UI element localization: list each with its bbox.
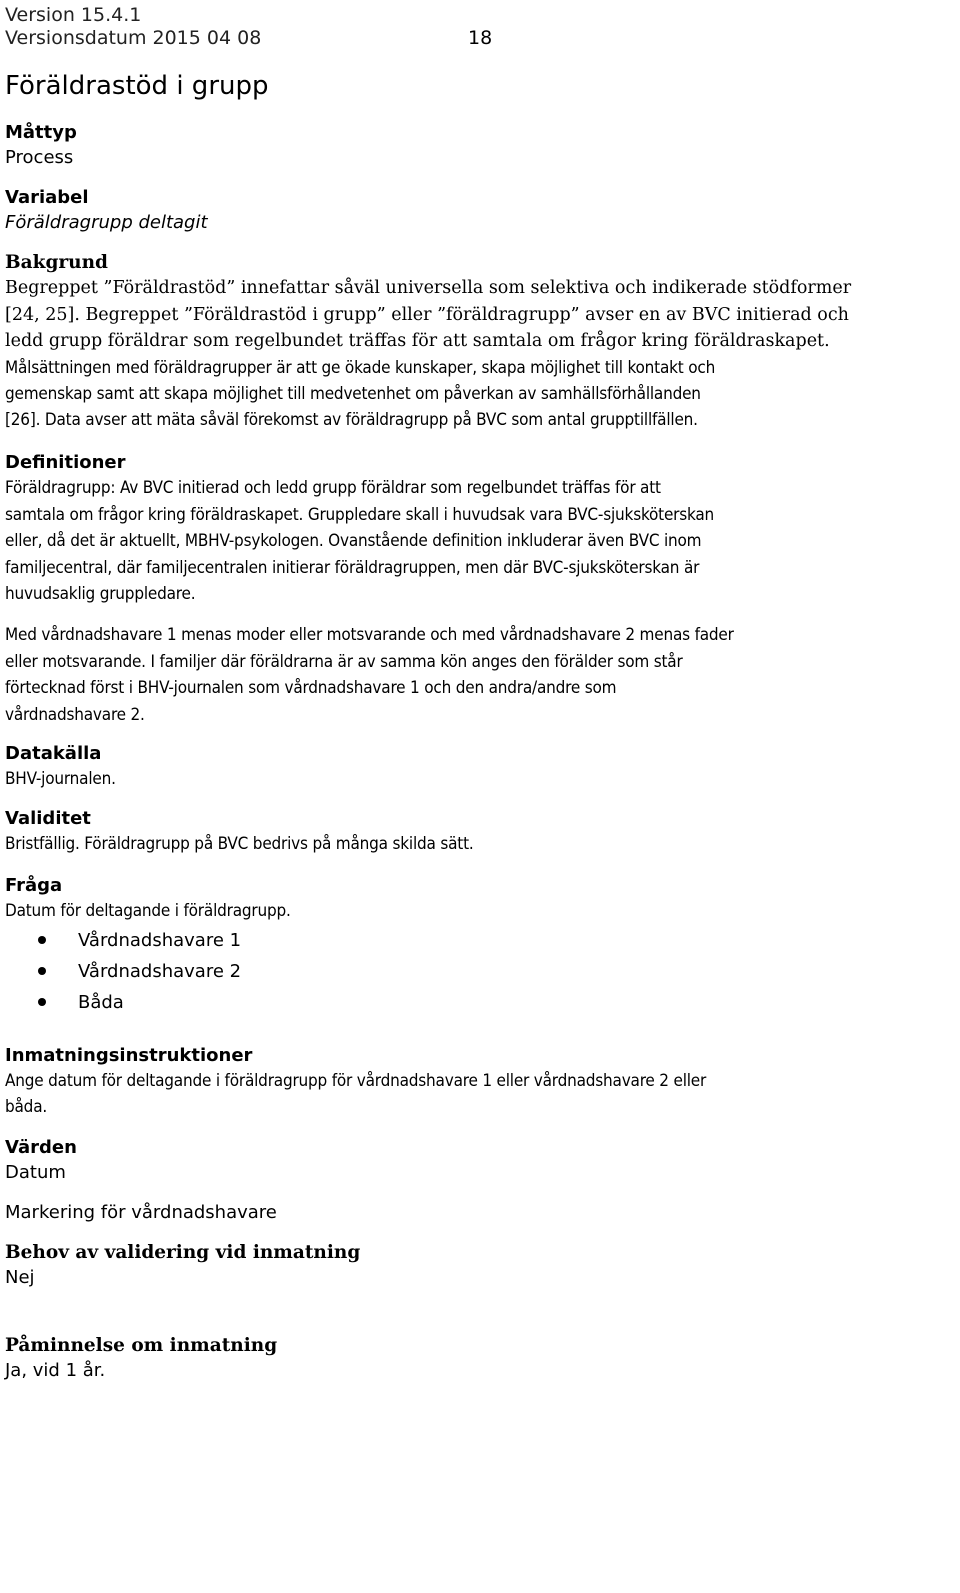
list-item [5,987,950,1018]
version-label: Version 15.4.1 [5,4,142,26]
page-number: 18 [468,27,493,49]
mattyp-section [5,120,950,170]
datakalla-section [5,741,950,792]
option-label: Båda [78,992,124,1013]
fraga-options [5,925,950,1018]
datakalla-value: BHV-journalen. [5,769,116,789]
definitioner-paragraph-2 [5,622,950,728]
definitioner-text-5: huvudsaklig gruppledare. [5,584,196,604]
bakgrund-section [5,250,950,433]
variabel-value: Föräldragrupp deltagit [5,212,208,233]
validitet-value: Bristfällig. Föräldragrupp på BVC bedrivs på många skilda sätt. [5,834,474,854]
behov-value: Nej [5,1267,35,1288]
mattyp-heading: Måttyp [5,122,77,143]
paminnelse-section [5,1333,950,1383]
inmatning-text-2: båda. [5,1097,48,1117]
bakgrund-text-5: gemenskap samt att skapa möjlighet till medvetenhet om påverkan av samhällsförhållanden [5,383,701,404]
inmatning-text-1: Ange datum för deltagande i föräldragrupp för vårdnadshavare 1 eller vårdnadshavare 2 eller [5,1071,707,1091]
behov-heading: Behov av validering vid inmatning [5,1242,361,1263]
inmatning-heading: Inmatningsinstruktioner [5,1045,253,1066]
bakgrund-text-1: Begreppet ”Föräldrastöd” innefattar såväl universella som selektiva och indikerade stödformer [5,278,852,298]
validitet-heading: Validitet [5,808,91,829]
bullet-icon [38,936,46,944]
inmatning-section [5,1043,950,1120]
definitioner-text-1: Föräldragrupp: Av BVC initierad och ledd grupp föräldrar som regelbundet träffas för att [5,478,661,498]
vardnadshavare-text-1: Med vårdnadshavare 1 menas moder eller motsvarande och med vårdnadshavare 2 menas fader [5,625,734,645]
mattyp-value: Process [5,147,74,168]
vardnadshavare-text-3: förtecknad först i BHV-journalen som vårdnadshavare 1 och den andra/andre som [5,678,617,698]
bakgrund-heading: Bakgrund [5,252,108,273]
definitioner-heading: Definitioner [5,452,126,473]
version-date-label: Versionsdatum 2015 04 08 [5,27,262,49]
bakgrund-text-6: [26]. Data avser att mäta såväl förekomst av föräldragrupp på BVC som antal grupptillfällen. [5,409,698,430]
datakalla-heading: Datakälla [5,743,102,764]
bakgrund-text-4: Målsättningen med föräldragrupper är att ge ökade kunskaper, skapa möjlighet till kontakt och [5,357,716,378]
definitioner-text-4: familjecentral, där familjecentralen initierar föräldragruppen, men där BVC-sjuksköterskan är [5,557,700,578]
validitet-section [5,806,950,857]
definitioner-text-3: eller, då det är aktuellt, MBHV-psykologen. Ovanstående definition inkluderar även BVC inom [5,531,702,551]
bullet-icon [38,967,46,975]
page-header [5,4,261,50]
option-label: Vårdnadshavare 1 [78,930,242,951]
varden-heading: Värden [5,1137,77,1158]
variabel-heading: Variabel [5,187,89,208]
behov-section [5,1240,950,1290]
bakgrund-text-2: [24, 25]. Begreppet ”Föräldrastöd i grupp” eller ”föräldragrupp” avser en av BVC initierad och [5,304,849,325]
option-label: Vårdnadshavare 2 [78,961,242,982]
fraga-heading: Fråga [5,875,63,896]
varden-value-1: Datum [5,1162,66,1183]
paminnelse-heading: Påminnelse om inmatning [5,1335,278,1356]
definitioner-section [5,450,950,608]
fraga-value: Datum för deltagande i föräldragrupp. [5,901,291,921]
varden-section [5,1135,950,1225]
vardnadshavare-text-4: vårdnadshavare 2. [5,704,145,725]
vardnadshavare-text-2: eller motsvarande. I familjer där föräldrarna är av samma kön anges den förälder som står [5,651,683,672]
bakgrund-text-3: ledd grupp föräldrar som regelbundet träffas för att samtala om frågor kring föräldraskapet. [5,331,830,351]
fraga-section [5,873,950,1018]
list-item [5,925,950,956]
variabel-section [5,185,950,235]
bullet-icon [38,998,46,1006]
paminnelse-value: Ja, vid 1 år. [5,1360,106,1381]
title-block [5,70,950,102]
varden-value-2: Markering för vårdnadshavare [5,1202,277,1223]
definitioner-text-2: samtala om frågor kring föräldraskapet. Gruppledare skall i huvudsak vara BVC-sjuksköterskan [5,504,715,525]
list-item [5,956,950,987]
page-title: Föräldrastöd i grupp [5,71,269,101]
